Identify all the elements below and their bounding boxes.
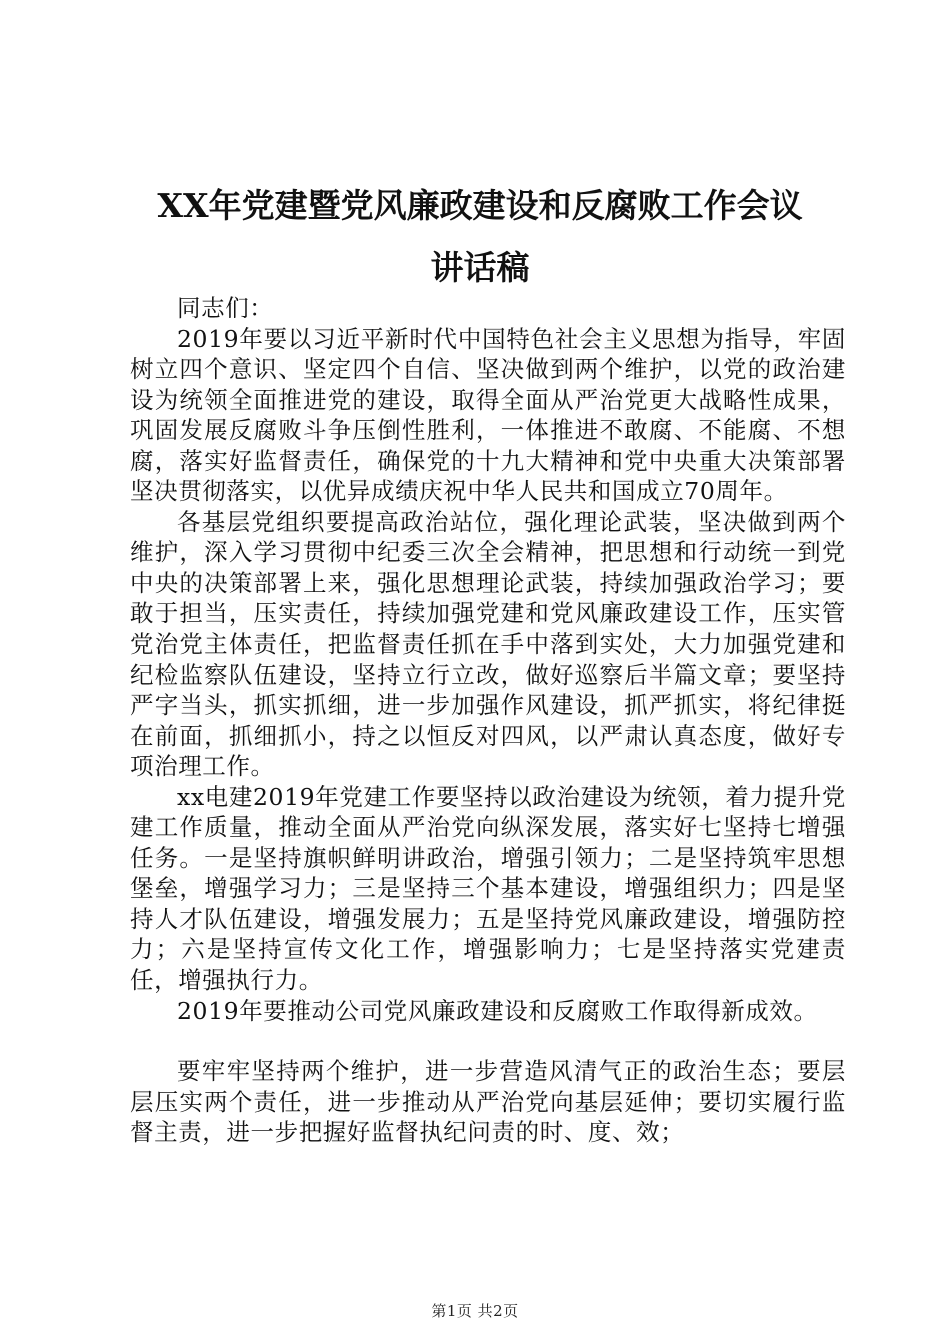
paragraph-4: 2019年要推动公司党风廉政建设和反腐败工作取得新成效。 xyxy=(177,996,818,1025)
paragraph-2: 各基层党组织要提高政治站位，强化理论武装，坚决做到两个维护，深入学习贯彻中纪委三次全会精神，把思想和行动统一到党中央的决策部署上来，强化思想理论武装，持续加强政治学习；要敢于担当，压实责任，持续加强党建和党风廉政建设工作，压实管党治党主体责任，把监督责任抓在手中落到实处，大力加强党建和纪检监察队伍建设，坚持立行立改，做好巡察后半篇文章；要坚持严字当头，抓实抓细，进一步加强作风建设，抓严抓实，将纪律挺在前面，抓细抓小，持之以恒反对四风，以严肃认真态度，做好专项治理工作。 xyxy=(130,507,846,781)
document-body xyxy=(130,293,846,1148)
paragraph-5: 要牢牢坚持两个维护，进一步营造风清气正的政治生态；要层层压实两个责任，进一步推动从严治党向基层延伸；要切实履行监督主责，进一步把握好监督执纪问责的时、度、效； xyxy=(130,1057,846,1147)
paragraph-1: 2019年要以习近平新时代中国特色社会主义思想为指导，牢固树立四个意识、坚定四个自信、坚决做到两个维护，以党的政治建设为统领全面推进党的建设，取得全面从严治党更大战略性成果，巩固发展反腐败斗争压倒性胜利，一体推进不敢腐、不能腐、不想腐，落实好监督责任，确保党的十九大精神和党中央重大决策部署坚决贯彻落实，以优异成绩庆祝中华人民共和国成立70周年。 xyxy=(130,324,846,506)
document-title-line-1: XX年党建暨党风廉政建设和反腐败工作会议 xyxy=(157,186,803,225)
paragraph-3: xx电建2019年党建工作要坚持以政治建设为统领，着力提升党建工作质量，推动全面从严治党向纵深发展，落实好七坚持七增强任务。一是坚持旗帜鲜明讲政治，增强引领力；二是坚持筑牢思想堡垒，增强学习力；三是坚持三个基本建设，增强组织力；四是坚持人才队伍建设，增强发展力；五是坚持党风廉政建设，增强防控力；六是坚持宣传文化工作，增强影响力；七是坚持落实党建责任，增强执行力。 xyxy=(130,782,846,995)
greeting: 同志们： xyxy=(177,294,274,322)
page-footer: 第1页 共2页 xyxy=(431,1302,519,1320)
document-title-line-2: 讲话稿 xyxy=(430,248,530,287)
